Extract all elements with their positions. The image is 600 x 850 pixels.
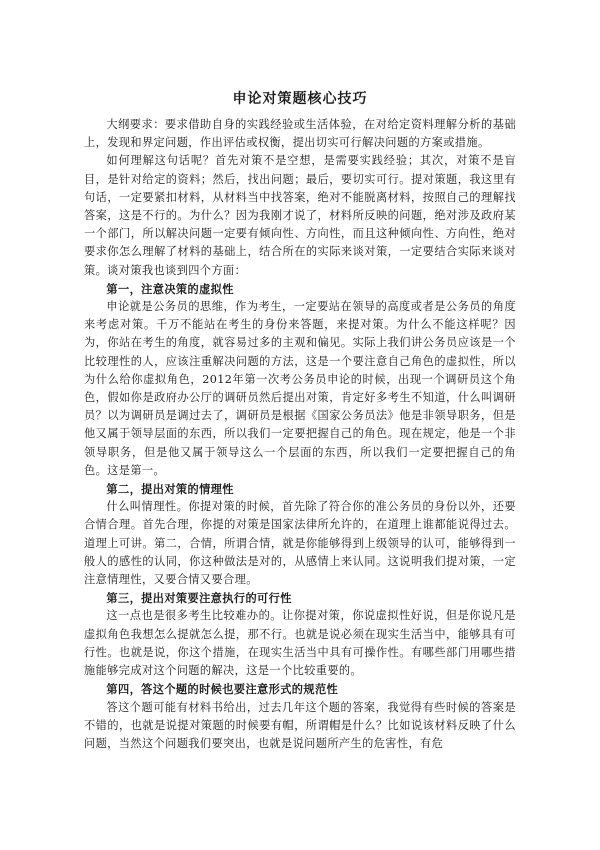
section-heading-2: 第二，提出对策的情理性 — [106, 482, 234, 497]
document-title: 申论对策题核心技巧 — [232, 91, 368, 107]
section-heading-3: 第三，提出对策要注意执行的可行性 — [106, 591, 292, 606]
body-paragraph-4: 这一点也是很多考生比较难办的。让你提对策，你说虚拟性好说，但是你说凡是虚拟角色我想怎么提就怎么提，那不行。也就是说必须在现实生活当中，能够具有可行性。也就是说，你这个措施，在现实生活当中具有可操作性。有哪些部门用哪些措施能够完成对这个问题的解决，这是一个比较重要的。 — [84, 609, 516, 678]
section-heading-1: 第一，注意决策的虚拟性 — [106, 281, 234, 296]
section-heading-4: 第四，答这个题的时候也要注意形式的规范性 — [106, 682, 339, 697]
body-paragraph-2: 申论就是公务员的思维，作为考生，一定要站在领导的高度或者是公务员的角度来考虑对策。千万不能站在考生的身份来答题，来提对策。为什么不能这样呢？因为，你站在考生的角度，就容易过多的主观和偏见。实际上我们讲公务员应该是一个比较理性的人，应该注重解决问题的方法，这是一个要注意自己角色的虚拟性，所以为什么给你虚拟角色，2012年第一次考公务员申论的时候，出现一个调研员这个角色，假如你是政府办公厅的调研员然后提出对策，肯定好多考生不知道，什么叫调研员？以为调研员是调过去了，调研员是根据《国家公务员法》他是非领导职务，但是他又属于领导层面的东西，所以我们一定要把握自己的角色。现在规定，他是一个非领导职务，但是他又属于领导这么一个层面的东西，所以我们一定要把握自己的角色。这是第一。 — [84, 300, 516, 477]
body-paragraph-3: 什么叫情理性。你提对策的时候，首先除了符合你的准公务员的身份以外，还要合情合理。首先合理，你提的对策是国家法律所允许的，在道理上谁都能说得过去。道理上可讲。第二，合情，所谓合情，就是你能够得到上级领导的认可，能够得到一般人的感性的认同，你这种做法是对的，从感情上来认同。这说明我们提对策，一定注意情理性，又要合情又要合理。 — [84, 500, 516, 587]
body-paragraph-5: 答这个题可能有材料书给出，过去几年这个题的答案，我觉得有些时候的答案是不错的，也就是说提对策题的时候要有帽，所谓帽是什么？比如说该材料反映了什么问题，当然这个问题我们要突出，也就是说问题所产生的危害性，有危 — [84, 700, 516, 750]
intro-paragraph: 大纲要求：要求借助自身的实践经验或生活体验，在对给定资料理解分析的基础上，发现和界定问题，作出评估或权衡，提出切实可行解决问题的方案或措施。 — [84, 118, 516, 150]
body-paragraph-1: 如何理解这句话呢？首先对策不是空想，是需要实践经验；其次，对策不是盲目，是针对给定的资料；然后，找出问题；最后，要切实可行。提对策题，我这里有句话，一定要紧扣材料，从材料当中找答案，绝对不能脱离材料，按照自己的理解找答案，这是不行的。为什么？因为我刚才说了，材料所反映的问题，绝对涉及政府某一个部门，所以解决问题一定要有倾向性、方向性，而且这种倾向性、方向性，绝对要求你怎么理解了材料的基础上，结合所在的实际来谈对策，一定要结合实际来谈对策。谈对策我也谈到四个方面： — [84, 154, 516, 277]
